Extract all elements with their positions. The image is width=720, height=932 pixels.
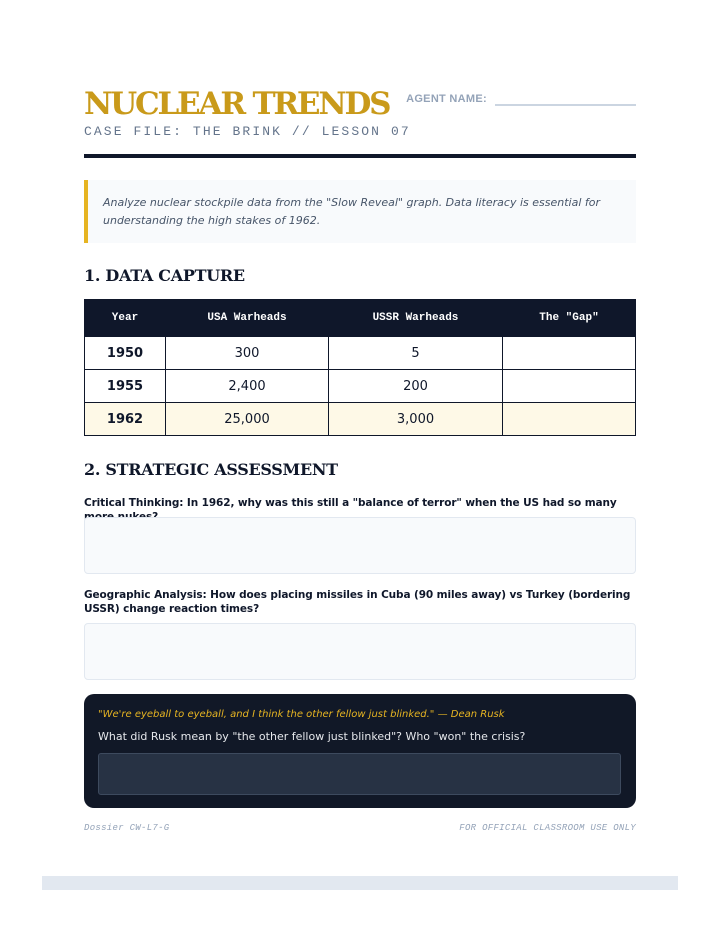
table-row — [85, 337, 636, 370]
answer-box-critical-thinking[interactable] — [84, 517, 636, 574]
cell-ussr: 3,000 — [329, 403, 503, 436]
section-strategic-assessment-title: 2. STRATEGIC ASSESSMENT — [84, 460, 338, 479]
agent-name-group — [406, 88, 636, 106]
question-critical-thinking: Critical Thinking: In 1962, why was this still a "balance of terror" when the US had so many — [84, 497, 617, 509]
section-data-capture-title: 1. DATA CAPTURE — [84, 266, 245, 285]
cell-year: 1955 — [85, 370, 166, 403]
cell-ussr: 5 — [329, 337, 503, 370]
intro-text: Analyze nuclear stockpile data from the "Slow Reveal" graph. Data literacy is essential for understanding the high stakes of 1962. — [103, 196, 600, 227]
bottom-scroll-bar[interactable] — [42, 876, 678, 890]
col-header-ussr: USSR Warheads — [329, 300, 503, 337]
col-header-gap: The "Gap" — [503, 300, 636, 337]
cell-usa: 300 — [166, 337, 329, 370]
answer-box-geographic-analysis[interactable] — [84, 623, 636, 680]
page-title: NUCLEAR TRENDS — [84, 86, 390, 122]
cell-gap-input[interactable] — [503, 370, 636, 403]
cell-ussr: 200 — [329, 370, 503, 403]
rusk-quote: "We're eyeball to eyeball, and I think the other fellow just blinked." — Dean Rusk — [98, 709, 505, 720]
classroom-use-notice: FOR OFFICIAL CLASSROOM USE ONLY — [459, 823, 636, 833]
case-file-subtitle: CASE FILE: THE BRINK // LESSON 07 — [84, 124, 411, 139]
quote-answer-field[interactable] — [98, 753, 621, 795]
cell-gap-input[interactable] — [503, 403, 636, 436]
cell-usa: 2,400 — [166, 370, 329, 403]
agent-name-label: AGENT NAME: — [406, 93, 487, 105]
agent-name-field[interactable] — [495, 88, 636, 106]
page-header — [84, 84, 636, 158]
stockpile-table — [84, 299, 636, 436]
quote-card — [84, 694, 636, 808]
table-header-row — [85, 300, 636, 337]
cell-gap-input[interactable] — [503, 337, 636, 370]
cell-usa: 25,000 — [166, 403, 329, 436]
col-header-usa: USA Warheads — [166, 300, 329, 337]
col-header-year: Year — [85, 300, 166, 337]
dossier-id: Dossier CW-L7-G — [84, 823, 170, 833]
quote-question: What did Rusk mean by "the other fellow just blinked"? Who "won" the crisis? — [98, 730, 526, 743]
question-geographic-analysis: Geographic Analysis: How does placing missiles in Cuba (90 miles away) vs Turkey (bordering USSR) change reaction times? — [84, 589, 631, 615]
cell-year: 1950 — [85, 337, 166, 370]
table-row — [85, 370, 636, 403]
intro-callout — [84, 180, 636, 243]
table-row-highlighted — [85, 403, 636, 436]
cell-year: 1962 — [85, 403, 166, 436]
